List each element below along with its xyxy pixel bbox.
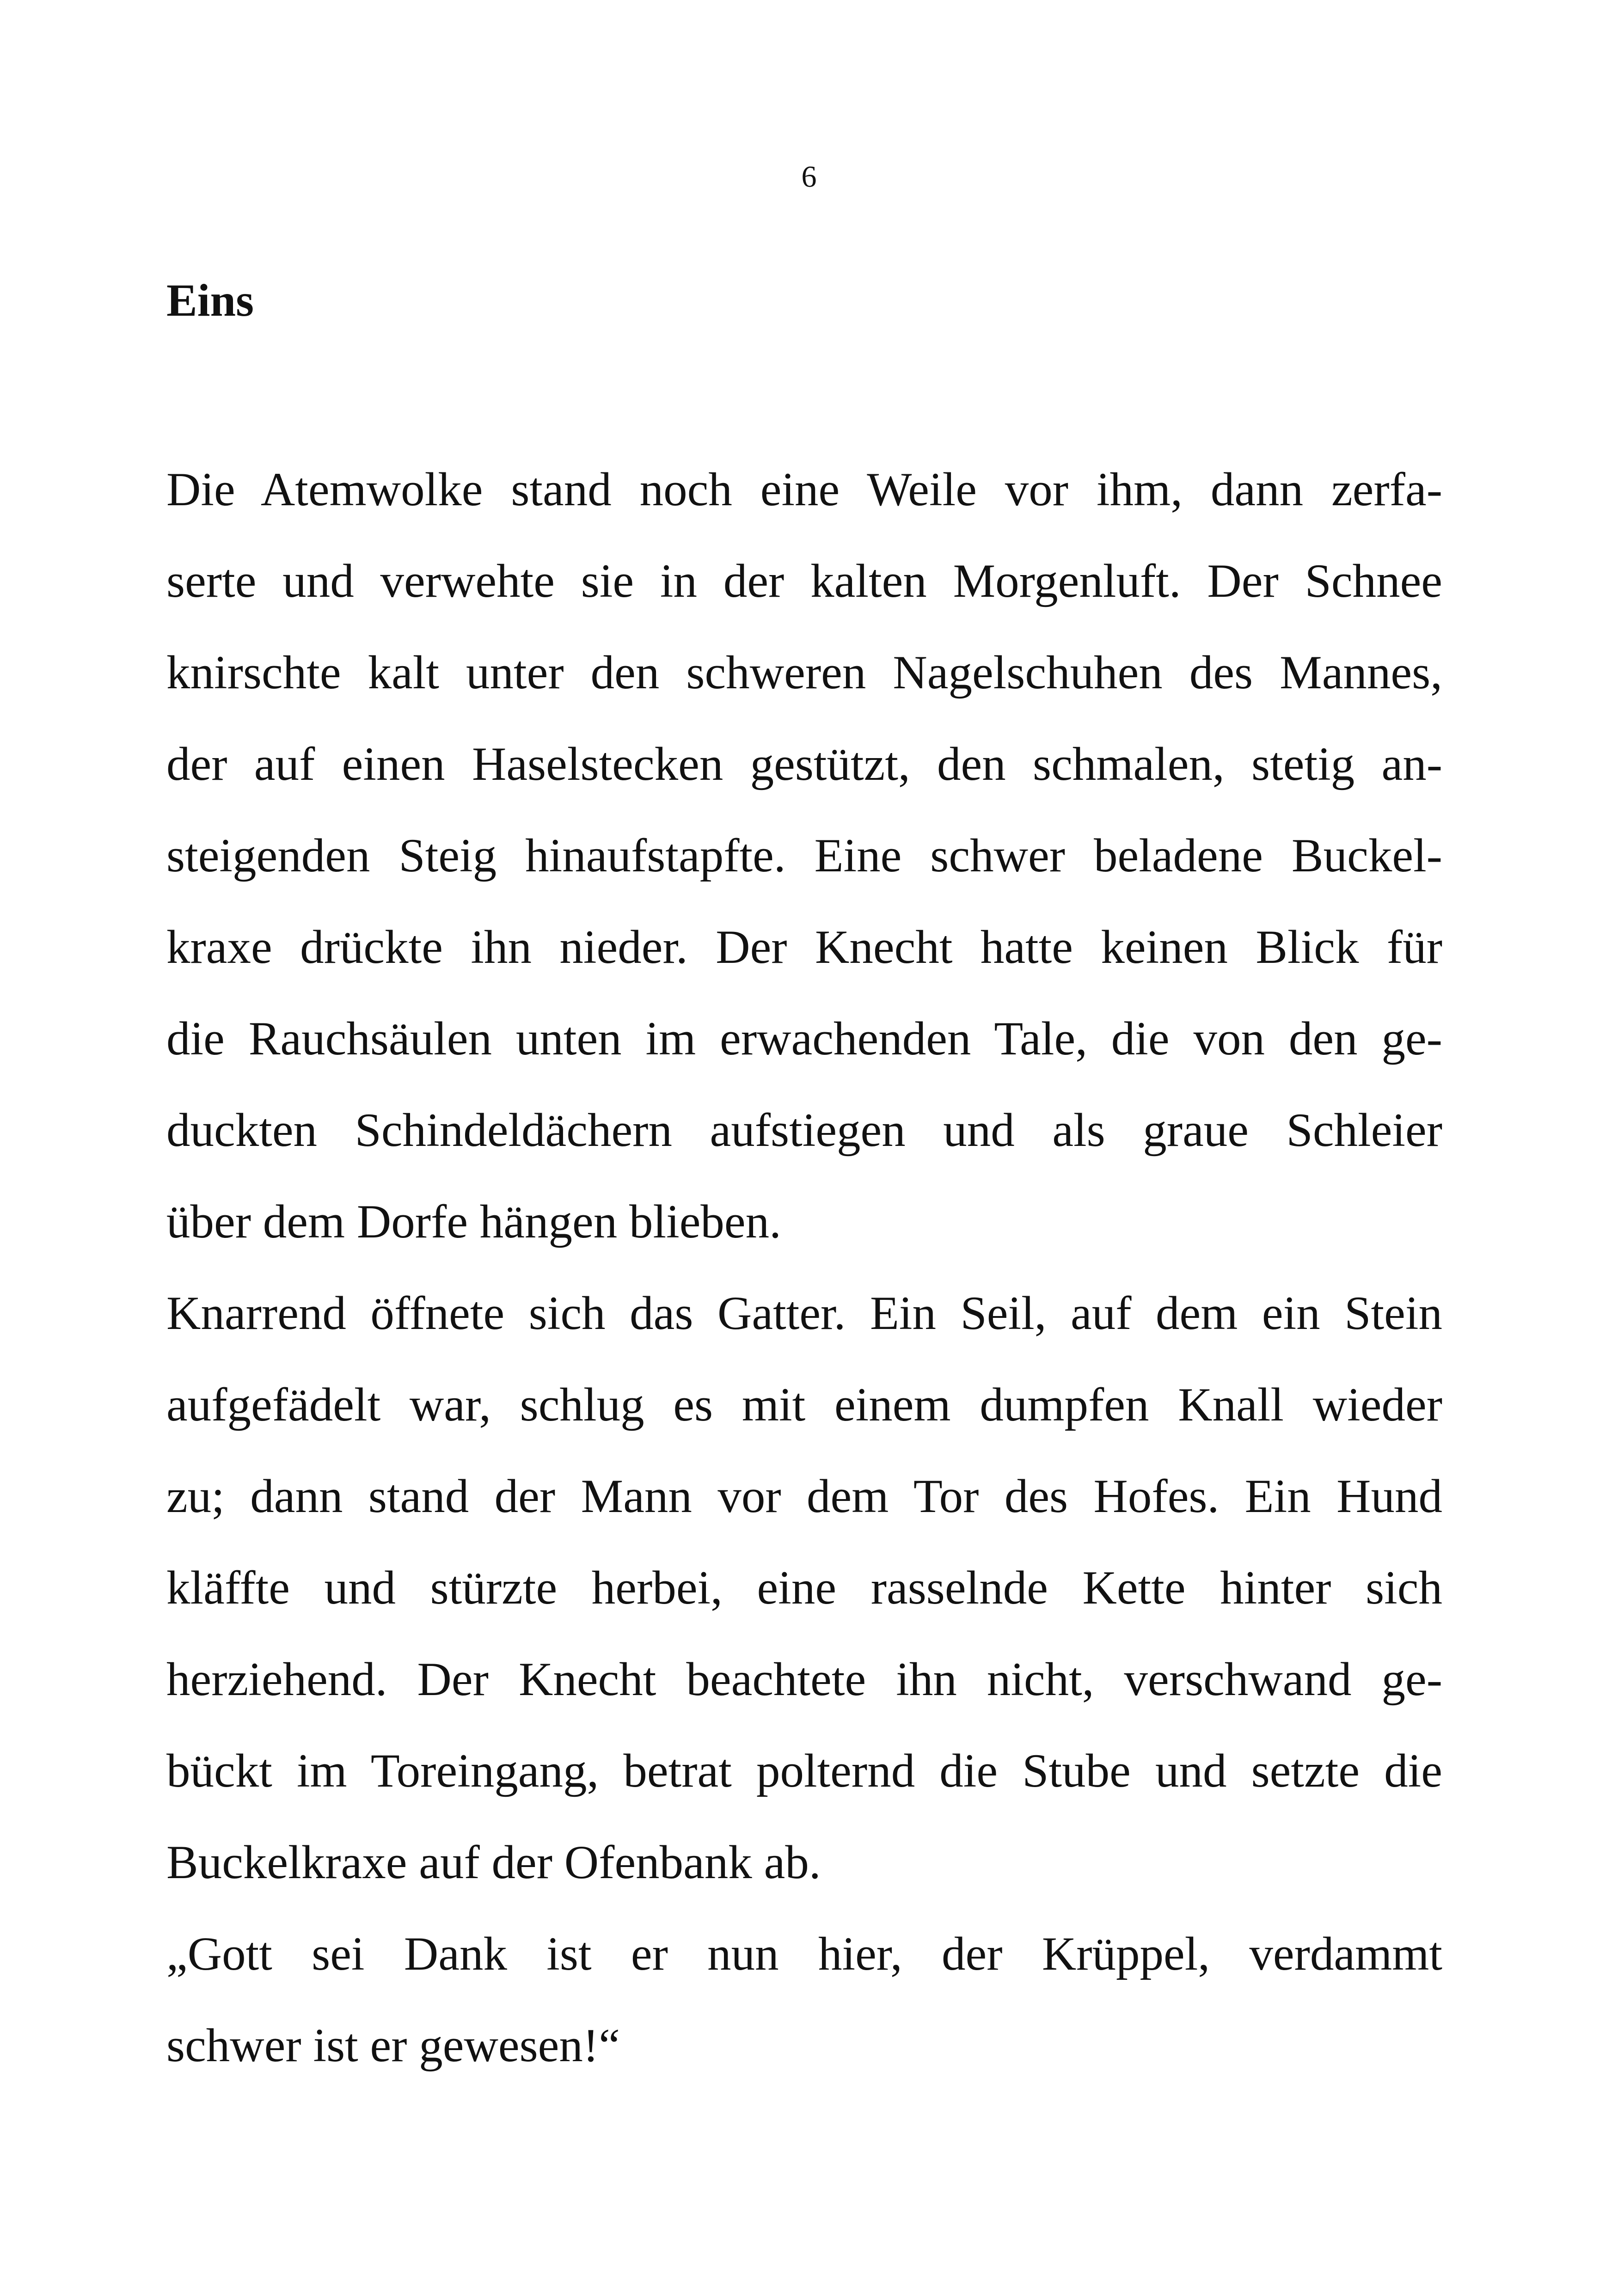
text-line: serte und verwehte sie in der kalten Morgenluft. Der Schnee (166, 555, 1442, 607)
text-line: kläffte und stürzte herbei, eine rasselnde Kette hinter sich (166, 1561, 1442, 1614)
text-line: Buckelkraxe auf der Ofenbank ab. (166, 1836, 821, 1889)
text-line: die Rauchsäulen unten im erwachenden Tale, die von den ge- (166, 1012, 1442, 1065)
text-line: duckten Schindeldächern aufstiegen und als graue Schleier (166, 1104, 1442, 1157)
text-line: steigenden Steig hinaufstapfte. Eine schwer beladene Buckel- (166, 829, 1442, 882)
text-line: schwer ist er gewesen!“ (166, 2019, 620, 2072)
text-line: kraxe drückte ihn nieder. Der Knecht hatte keinen Blick für (166, 921, 1442, 974)
body-text (166, 444, 1442, 2091)
text-line: aufgefädelt war, schlug es mit einem dumpfen Knall wieder (166, 1378, 1442, 1431)
text-line: bückt im Toreingang, betrat polternd die Stube und setzte die (166, 1745, 1442, 1797)
text-line: knirschte kalt unter den schweren Nagelschuhen des Mannes, (166, 646, 1442, 699)
text-line: über dem Dorfe hängen blieben. (166, 1195, 781, 1248)
text-line: „Gott sei Dank ist er nun hier, der Krüppel, verdammt (166, 1928, 1442, 1980)
text-line: herziehend. Der Knecht beachtete ihn nicht, verschwand ge- (166, 1653, 1442, 1706)
text-line: Knarrend öffnete sich das Gatter. Ein Seil, auf dem ein Stein (166, 1287, 1442, 1340)
page-number: 6 (801, 160, 817, 194)
text-line: der auf einen Haselstecken gestützt, den schmalen, stetig an- (166, 738, 1442, 790)
chapter-title: Eins (166, 275, 254, 326)
text-line: Die Atemwolke stand noch eine Weile vor ihm, dann zerfa- (166, 463, 1442, 516)
text-line: zu; dann stand der Mann vor dem Tor des Hofes. Ein Hund (166, 1470, 1442, 1523)
